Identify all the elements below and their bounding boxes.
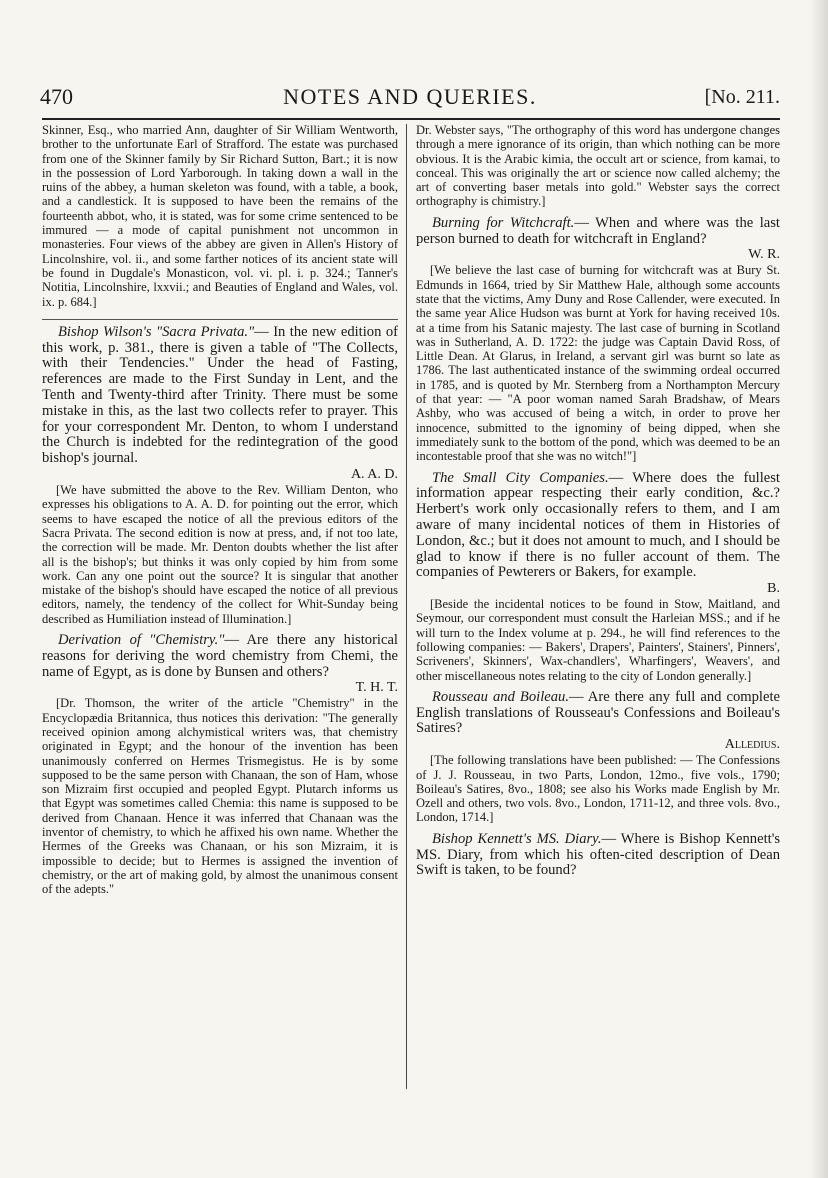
query-text: — In the new edition of this work, p. 381., there is given a table of "The Collects, with their Tendencies." Under the head of Fasting, references are made to the First Sunday in Lent, and the Tenth and Twenty-third after Trinity. There must be some mistake in this, as the last two collects refer to prayer. This for your correspondent Mr. Denton, to whom I understand the Church is indebted for the redintegration of the good bishop's journal. (42, 323, 398, 467)
query-heading: Rousseau and Boileau. (432, 688, 569, 705)
chemistry-answer-continued: Dr. Webster says, "The orthography of this word has undergone changes through a mere ignorance of its origin, than which nothing can be more obvious. It is the Arabic kimia, the occult art or science, from kamai, to conceal. This was originally the art or science now called alchemy; the art of converting baser metals into gold." Webster says the correct orthography is chimistry.] (416, 123, 780, 209)
query-city-companies (416, 471, 780, 582)
answer-city-companies: [Beside the incidental notices to be found in Stow, Maitland, and Seymour, our correspondent must consult the Harleian MSS.; and if he will turn to the Index volume at p. 294., he will find references to the following companies: — Bakers', Drapers', Painters', Stainers', Pinners', Scriveners', Skinners', Wax-chandlers', Wharfingers', Weavers', and other miscellaneous notes relating to the city of London generally.] (416, 597, 780, 683)
query-witchcraft (416, 216, 780, 248)
query-text: — Are there any full and complete English translations of Rousseau's Confessions and Boileau's Satires? (416, 688, 780, 737)
query-text: — When and where was the last person burned to death for witchcraft in England? (416, 214, 780, 247)
signature: T. H. T. (355, 680, 398, 696)
answer-rousseau-boileau: [The following translations have been published: — The Confessions of J. J. Rousseau, in two Parts, London, 12mo., five vols., 1790; Boileau's Satires, 8vo., 1808; see also his Works made English by Mr. Ozell and others, two vols. 8vo., London, 1711-12, and three vols. 8vo., London, 1714.] (416, 753, 780, 825)
signature: B. (767, 581, 780, 597)
left-column (42, 123, 398, 897)
query-sacra-privata (42, 325, 398, 467)
query-heading: Bishop Wilson's "Sacra Privata." (58, 323, 255, 340)
page-number: 470 (40, 84, 73, 109)
query-heading: Burning for Witchcraft. (432, 214, 575, 231)
answer-witchcraft: [We believe the last case of burning for witchcraft was at Bury St. Edmunds in 1664, tried by Sir Matthew Hale, although some accounts state that the victims, Amy Duny and Rose Callender, were executed. In the same year Alice Hudson was burnt at York for having received 10s. at a time from his Satanic majesty. The last case of burning in Scotland was in Sutherland, A. D. 1722: the judge was Captain David Ross, of Little Dean. At Glarus, in Ireland, a servant girl was burnt so late as 1786. The last authenticated instance of the swimming ordeal occurred in 1785, and is quoted by Mr. Sternberg from a Northampton Mercury of that year: — "A poor woman named Sarah Bradshaw, of Mears Ashby, who was accused of being a witch, in order to prove her innocence, submitted to the ignominy of being dipped, when she immediately sunk to the bottom of the pond, which was deemed to be an incontestable proof that she was no witch!"] (416, 263, 780, 464)
signature: Alledius. (724, 737, 780, 753)
query-kennett-diary (416, 832, 780, 879)
issue-number: [No. 211. (704, 86, 780, 108)
skinner-answer-continued: Skinner, Esq., who married Ann, daughter of Sir William Wentworth, brother to the unfortunate Earl of Strafford. The estate was purchased from one of the Skinner family by Sir Richard Sutton, Bart.; it is now in the possession of Lord Yarborough. In taking down a wall in the ruins of the abbey, a human skeleton was found, with a table, a book, and a candlestick. It is supposed to have been the remains of the fourteenth abbot, who, it is stated, was for some crime sentenced to be immured — a mode of capital punishment not uncommon in monasteries. Four views of the abbey are given in Allen's History of Lincolnshire, vol. ii., and some farther notices of its ancient state will be found in Dugdale's Monasticon, vol. vi. pl. i. p. 324.; Tanner's Notitia, Lincolnshire, lxxvii.; and Beauties of England and Wales, vol. ix. p. 684.] (42, 123, 398, 309)
journal-title: NOTES AND QUERIES. (283, 84, 537, 109)
query-rousseau-boileau (416, 690, 780, 737)
signature: W. R. (748, 247, 780, 263)
separator-rule (42, 319, 398, 320)
query-heading: Derivation of "Chemistry." (58, 632, 225, 648)
answer-sacra-privata: [We have submitted the above to the Rev. William Denton, who expresses his obligations to A. A. D. for pointing out the error, which seems to have escaped the notice of all the previous editors of the Sacra Privata. The second edition is now at press, and, if not too late, the correction will be made. Mr. Denton doubts whether the list after all is the bishop's; but thinks it was only copied by him from some work. Can any one point out the source? It is singular that another mistake of the bishop's should have escaped the notice of all previous editors, namely, the tendency of the collect for Whit-Sunday being described as Humiliation instead of Illumination.] (42, 483, 398, 626)
query-text: — Are there any historical reasons for deriving the word chemistry from Chemi, the name of Egypt, as is done by Bunsen and others? (42, 632, 398, 680)
page-edge-shadow (810, 0, 828, 1178)
query-chemistry (42, 633, 398, 680)
signature: A. A. D. (350, 467, 398, 483)
query-heading: Bishop Kennett's MS. Diary. (432, 830, 602, 847)
query-text: — Where is Bishop Kennett's MS. Diary, from which his often-cited description of Dean Swift is taken, to be found? (416, 830, 780, 879)
column-divider (406, 124, 407, 1089)
right-column (416, 123, 780, 879)
query-heading: The Small City Companies. (432, 469, 609, 486)
query-text: — Where does the fullest information appear respecting their early condition, &c.? Herbert's work only occasionally refers to them, and I am aware of many incidental notices of them in Histories of London, &c.; but it does not amount to much, and I should be glad to know if there is no fuller account of them. The companies of Pewterers or Bakers, for example. (416, 469, 780, 581)
running-header (40, 80, 780, 116)
header-rule (42, 118, 780, 120)
answer-chemistry: [Dr. Thomson, the writer of the article "Chemistry" in the Encyclopædia Britannica, thus notices this derivation: "The generally received opinion among alchymistical writers was, that chemistry originated in Egypt; and the honour of the invention has been unanimously conferred on Hermes Trismegistus. He is by some supposed to be the same person with Chanaan, the son of Ham, whose son Mizraim first occupied and peopled Egypt. Plutarch informs us that Egypt was sometimes called Chemia: this name is supposed to be derived from Chanaan. Hence it was inferred that Chanaan was the inventor of chemistry, to which he affixed his own name. Whether the Hermes of the Greeks was Chanaan, or his son Mizraim, it is impossible to decide; but to Hermes is assigned the invention of chemistry, or the art of making gold, by almost the unanimous consent of the adepts." (42, 696, 398, 897)
